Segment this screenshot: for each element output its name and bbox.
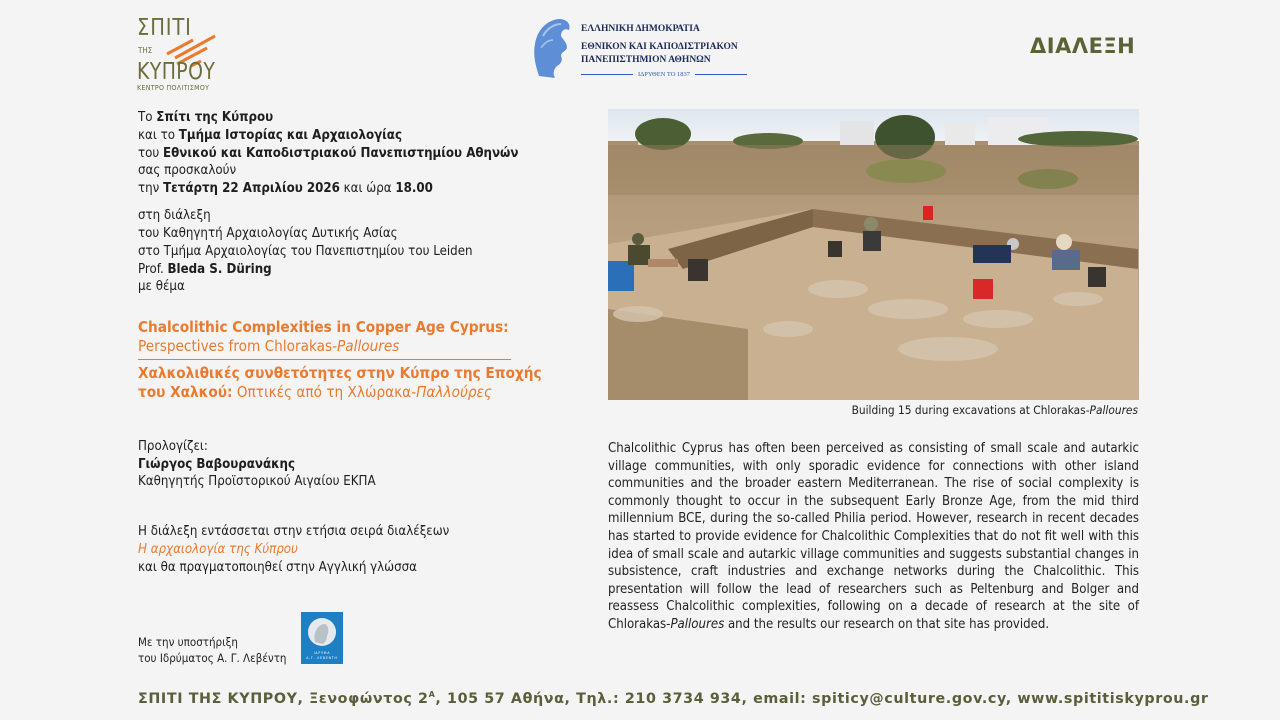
invitation-line-5 — [138, 180, 433, 198]
text: Palloures — [670, 616, 725, 632]
series-line-3: και θα πραγματοποιηθεί στην Αγγλική γλώσσα — [138, 560, 417, 575]
footer-contact — [138, 690, 1209, 707]
department-name: Τμήμα Ιστορίας και Αρχαιολογίας — [178, 128, 402, 143]
text: Perspectives from Chlorakas- — [138, 337, 338, 355]
text: Chalcolithic Cyprus has often been perceived as consisting of small scale and autarkic village communities, with only sporadic evidence for connections with other island communities and the broader eastern Mediterranean. The rise of social complexity is commonly thought to occur in the subsequent Early Bronze Age, from the mid third millennium BCE, during the so-called Philia period. However, research in recent decades has started to provide evidence for Chalcolithic Complexities that do not fit well with this idea of small scale and autarkic village communities and suggests substantial changes in subsistence, craft industries and exchange networks during the Chalcolithic. This presentation will follow the lead of researchers such as Peltenburg and Bolger and reassess Chalcolithic complexities, following on a decade of research at the site of Chlorakas- — [608, 441, 1139, 632]
speaker-line-1: στη διάλεξη — [138, 208, 211, 223]
invitation-line-2 — [138, 127, 402, 145]
text: Prof. — [138, 262, 168, 277]
text: Οπτικές από τη Χλώρακα- — [232, 383, 417, 401]
intro-label: Προλογίζει: — [138, 439, 208, 454]
photo-caption — [852, 403, 1138, 417]
university-name: Εθνικού και Καποδιστριακού Πανεπιστημίου Αθηνών — [163, 146, 519, 161]
uoa-line-2: ΕΘΝΙΚΟΝ ΚΑΙ ΚΑΠΟΔΙΣΤΡΙΑΚΟΝ — [581, 42, 738, 52]
series-line-1: Η διάλεξη εντάσσεται στην ετήσια σειρά διαλέξεων — [138, 524, 450, 539]
uoa-founded-text: ΙΔΡΥΘΕΝ ΤΟ 1837 — [637, 71, 691, 78]
series-name — [138, 541, 298, 559]
lecture-title-gr — [138, 364, 542, 384]
text: and the results our research on that site has provided. — [724, 616, 1050, 632]
spiti-tis-kyprou-logo — [137, 16, 227, 94]
excavation-photo — [608, 109, 1139, 400]
support-line-1: Με την υποστήριξη — [138, 635, 238, 649]
speaker-line-3: στο Τμήμα Αρχαιολογίας του Πανεπιστημίου του Leiden — [138, 244, 473, 259]
athena-head-icon — [531, 16, 573, 78]
page-title: ΔΙΑΛΕΞΗ — [1030, 34, 1136, 58]
logo-text-spiti: ΣΠΙΤΙ — [137, 15, 192, 41]
intro-role: Καθηγητής Προϊστορικού Αιγαίου ΕΚΠΑ — [138, 474, 376, 489]
text: Η αρχαιολογία της Κύπρου — [138, 542, 298, 557]
text: ΙΔΡΥΜΑ — [313, 651, 331, 655]
host-name: Σπίτι της Κύπρου — [156, 110, 274, 125]
logo-text-kentro: ΚΕΝΤΡΟ ΠΟΛΙΤΙΣΜΟΥ — [137, 84, 210, 92]
logo-text-tis: ΤΗΣ — [138, 46, 153, 55]
text: του — [138, 146, 164, 161]
text: του Χαλκού: — [138, 383, 233, 401]
uoa-line-1: ΕΛΛΗΝΙΚΗ ΔΗΜΟΚΡΑΤΙΑ — [581, 24, 700, 34]
address: ΣΠΙΤΙ ΤΗΣ ΚΥΠΡΟΥ, Ξενοφώντος 2 — [138, 690, 429, 707]
divider — [581, 74, 633, 75]
speaker-line-2: του Καθηγητή Αρχαιολογίας Δυτικής Ασίας — [138, 226, 398, 241]
text: την — [138, 181, 164, 196]
contact-info: , 105 57 Αθήνα, Τηλ.: 210 3734 934, email: spiticy@culture.gov.cy, www.spititiskyprou.gr — [435, 690, 1209, 707]
university-athens-logo — [531, 16, 751, 81]
text: Chalcolithic Complexities in Copper Age Cyprus: — [138, 318, 509, 336]
text: Παλλούρες — [416, 383, 492, 401]
speaker-line-4 — [138, 261, 272, 279]
text: και το — [138, 128, 179, 143]
text: και ώρα — [339, 181, 396, 196]
logo-text-kyprou: ΚΥΠΡΟΥ — [137, 59, 216, 85]
text: Α.Γ. ΛΕΒΕΝΤΗ — [306, 656, 338, 660]
text: Χαλκολιθικές συνθετότητες στην Κύπρο της Εποχής — [138, 364, 542, 382]
event-date: Τετάρτη 22 Απριλίου 2026 — [163, 181, 340, 196]
uoa-founded — [581, 71, 747, 78]
lecture-subtitle-gr — [138, 383, 492, 403]
text: Γιώργος Βαβουρανάκης — [138, 457, 296, 472]
title-divider — [138, 359, 511, 360]
text: Palloures — [337, 337, 400, 355]
invitation-line-3 — [138, 145, 518, 163]
intro-name — [138, 456, 295, 474]
text: Το — [138, 110, 157, 125]
speaker-line-5: με θέμα — [138, 279, 185, 294]
leventis-foundation-logo — [301, 612, 343, 664]
abstract-text — [608, 440, 1139, 634]
invitation-line-1 — [138, 109, 273, 127]
address-superscript: Α — [428, 690, 436, 699]
divider — [695, 74, 747, 75]
lecture-subtitle-en — [138, 337, 399, 357]
text: Palloures — [1089, 403, 1138, 417]
text: Building 15 during excavations at Chlorakas- — [851, 403, 1090, 417]
leventis-logo-text — [301, 651, 343, 661]
event-time: 18.00 — [395, 181, 433, 196]
lecture-title-en — [138, 318, 509, 338]
invitation-line-4: σας προσκαλούν — [138, 163, 237, 178]
uoa-line-3: ΠΑΝΕΠΙΣΤΗΜΙΟΝ ΑΘΗΝΩΝ — [581, 55, 711, 65]
excavation-image — [608, 109, 1139, 400]
speaker-name: Bleda S. Düring — [167, 262, 272, 277]
support-line-2: του Ιδρύματος Α. Γ. Λεβέντη — [138, 651, 287, 665]
support-text — [138, 634, 286, 666]
